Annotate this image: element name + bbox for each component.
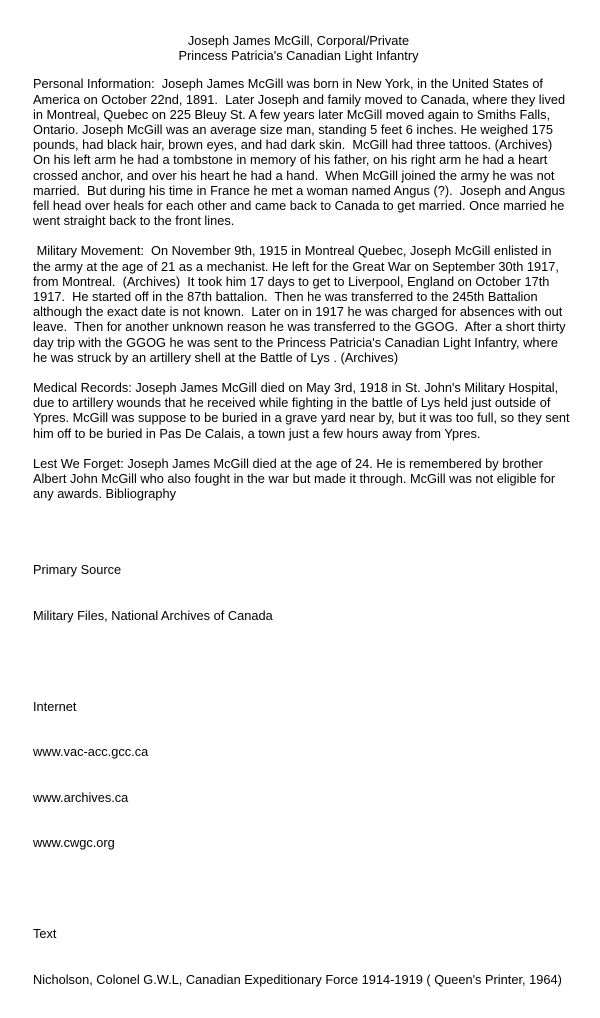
paragraph-personal-information: Personal Information: Joseph James McGill was born in New York, in the United States of America on October 22nd, 1891. Later Joseph and family moved to Canada, where they lived in Montreal, Quebec on 225 Bleuy St. A few years later McGill moved again to Smiths Falls, Ontario. Joseph McGill was an average size man, standing 5 feet 6 inches. He weighed 175 pounds, had black hair, brown eyes, and had dark skin. McGill had three tattoos. (Archives) On his left arm he had a tombstone in memory of his father, on his right arm he had a heart crossed anchor, and over his heart he had a hand. When McGill joined the army he was not married. But during his time in France he met a woman named Angus (?). Joseph and Angus fell head over heals for each other and came back to Canada to get married. Once married he went straight back to the front lines. bbox=[33, 76, 569, 229]
internet-link[interactable]: www.vac-acc.gcc.ca bbox=[33, 744, 149, 760]
reference-group-internet bbox=[33, 668, 570, 881]
document-body bbox=[33, 76, 574, 502]
paragraph-medical-records: Medical Records: Joseph James McGill died on May 3rd, 1918 in St. John's Military Hospital, due to artillery wounds that he received while fighting in the battle of Lys held just outside of Ypres. McGill was suppose to be buried in a grave yard near by, but it was too full, so they sent him off to be buried in Pas De Calais, a town just a few hours away from Ypres. bbox=[33, 380, 574, 441]
reference-group-text bbox=[33, 896, 570, 1018]
page-title bbox=[33, 33, 570, 63]
internet-heading: Internet bbox=[33, 698, 77, 714]
title-line-name: Joseph James McGill, Corporal/Private bbox=[187, 33, 410, 48]
primary-source-entry: Military Files, National Archives of Canada bbox=[33, 607, 273, 623]
paragraph-military-movement: Military Movement: On November 9th, 1915 in Montreal Quebec, Joseph McGill enlisted in the army at the age of 21 as a mechanist. He left for the Great War on September 30th 1917, from Montreal. (Archives) It took him 17 days to get to Liverpool, England on October 17th 1917. He started off in the 87th battalion. Then he was transferred to the 245th Battalion although the exact date is not known. Later on in 1917 he was charged for absences with out leave. Then for another unknown reason he was transferred to the GGOG. After a short thirty day trip with the GGOG he was sent to the Princess Patricia's Canadian Light Infantry, where he was struck by an artillery shell at the Battle of Lys . (Archives) bbox=[33, 243, 570, 365]
bibliography-section bbox=[33, 531, 570, 1017]
primary-source-heading: Primary Source bbox=[33, 561, 122, 577]
internet-link[interactable]: www.archives.ca bbox=[33, 789, 129, 805]
title-line-regiment: Princess Patricia's Canadian Light Infantry bbox=[178, 48, 419, 64]
internet-link[interactable]: www.cwgc.org bbox=[33, 835, 115, 851]
paragraph-lest-we-forget: Lest We Forget: Joseph James McGill died at the age of 24. He is remembered by brother Albert John McGill who also fought in the war but made it through. McGill was not eligible for any awards. Bibliography bbox=[33, 455, 559, 502]
text-entry: Nicholson, Colonel G.W.L, Canadian Expeditionary Force 1914-1919 ( Queen's Printer, 1964) bbox=[33, 971, 562, 987]
text-heading: Text bbox=[33, 926, 57, 942]
reference-group-primary-source bbox=[33, 531, 570, 653]
